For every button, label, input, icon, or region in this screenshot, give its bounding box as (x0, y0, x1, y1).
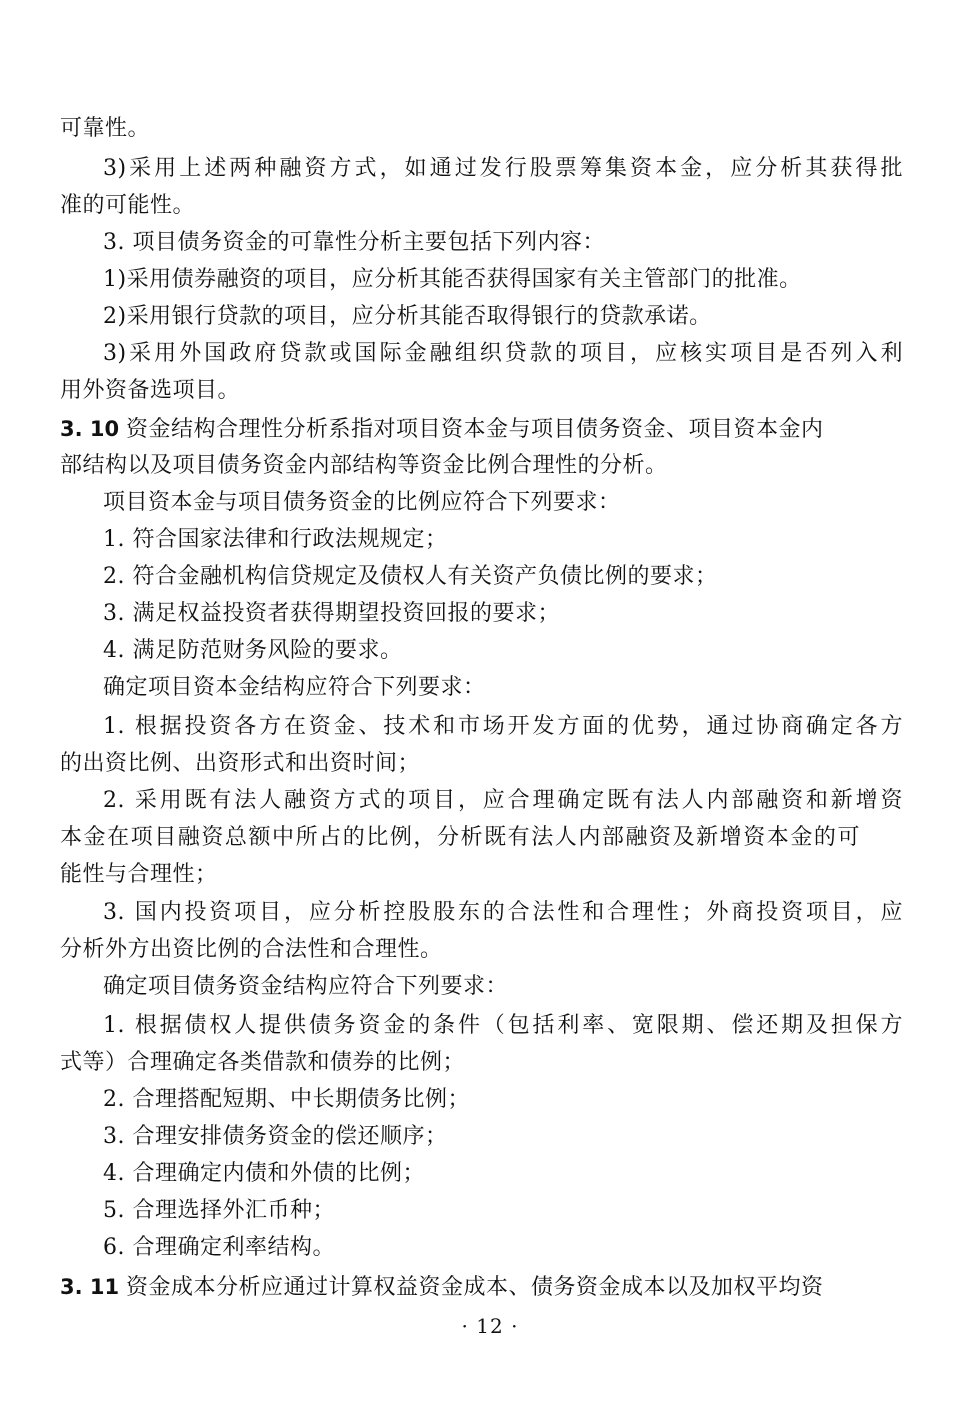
text-line: 部结构以及项目债务资金内部结构等资金比例合理性的分析。 (60, 453, 668, 478)
text-line: 2)采用银行贷款的项目，应分析其能否取得银行的贷款承诺。 (103, 304, 712, 329)
text-line: 资金成本分析应通过计算权益资金成本、债务资金成本以及加权平均资 (126, 1275, 824, 1300)
list-item: 2. 符合金融机构信贷规定及债权人有关资产负债比例的要求； (103, 564, 718, 589)
text-line: 准的可能性。 (60, 193, 196, 218)
text-line: 本金在项目融资总额中所占的比例，分析既有法人内部融资及新增资本金的可 (60, 825, 860, 850)
text-line: 资金结构合理性分析系指对项目资本金与项目债务资金、项目资本金内 (126, 417, 824, 442)
list-item: 1. 根据投资各方在资金、技术和市场开发方面的优势，通过协商确定各方 (103, 714, 903, 739)
list-item: 3. 国内投资项目，应分析控股股东的合法性和合理性；外商投资项目，应 (103, 900, 903, 925)
text-line: 1)采用债券融资的项目，应分析其能否获得国家有关主管部门的批准。 (103, 267, 802, 292)
list-item: 2. 合理搭配短期、中长期债务比例； (103, 1087, 470, 1112)
text-line: 确定项目债务资金结构应符合下列要求： (103, 974, 509, 999)
text-line: 确定项目资本金结构应符合下列要求： (103, 675, 486, 700)
text-line: 的出资比例、出资形式和出资时间； (60, 751, 421, 776)
clause-heading-3-10 (60, 414, 860, 445)
page-number: · 12 · (461, 1314, 519, 1338)
list-item: 4. 满足防范财务风险的要求。 (103, 638, 403, 663)
list-item: 1. 符合国家法律和行政法规规定； (103, 527, 448, 552)
list-item: 6. 合理确定利率结构。 (103, 1235, 335, 1260)
list-item: 5. 合理选择外汇币种； (103, 1198, 335, 1223)
text-line: 可靠性。 (60, 116, 151, 141)
list-item: 3. 满足权益投资者获得期望投资回报的要求； (103, 601, 560, 626)
text-line: 3)采用上述两种融资方式，如通过发行股票筹集资本金，应分析其获得批 (103, 156, 903, 181)
list-item: 1. 根据债权人提供债务资金的条件（包括利率、宽限期、偿还期及担保方 (103, 1013, 903, 1038)
list-item: 4. 合理确定内债和外债的比例； (103, 1161, 425, 1186)
clause-number: 3. 11 (60, 1275, 120, 1299)
text-line: 项目资本金与项目债务资金的比例应符合下列要求： (103, 490, 621, 515)
text-line: 分析外方出资比例的合法性和合理性。 (60, 937, 443, 962)
text-line: 用外资备选项目。 (60, 378, 241, 403)
list-item: 3. 合理安排债务资金的偿还顺序； (103, 1124, 448, 1149)
text-line: 式等）合理确定各类借款和债券的比例； (60, 1050, 466, 1075)
clause-heading-3-11 (60, 1272, 860, 1303)
text-line: 3)采用外国政府贷款或国际金融组织贷款的项目，应核实项目是否列入利 (103, 341, 903, 366)
text-line: 3. 项目债务资金的可靠性分析主要包括下列内容： (103, 230, 605, 255)
list-item: 2. 采用既有法人融资方式的项目，应合理确定既有法人内部融资和新增资 (103, 788, 903, 813)
text-line: 能性与合理性； (60, 862, 218, 887)
clause-number: 3. 10 (60, 417, 120, 441)
